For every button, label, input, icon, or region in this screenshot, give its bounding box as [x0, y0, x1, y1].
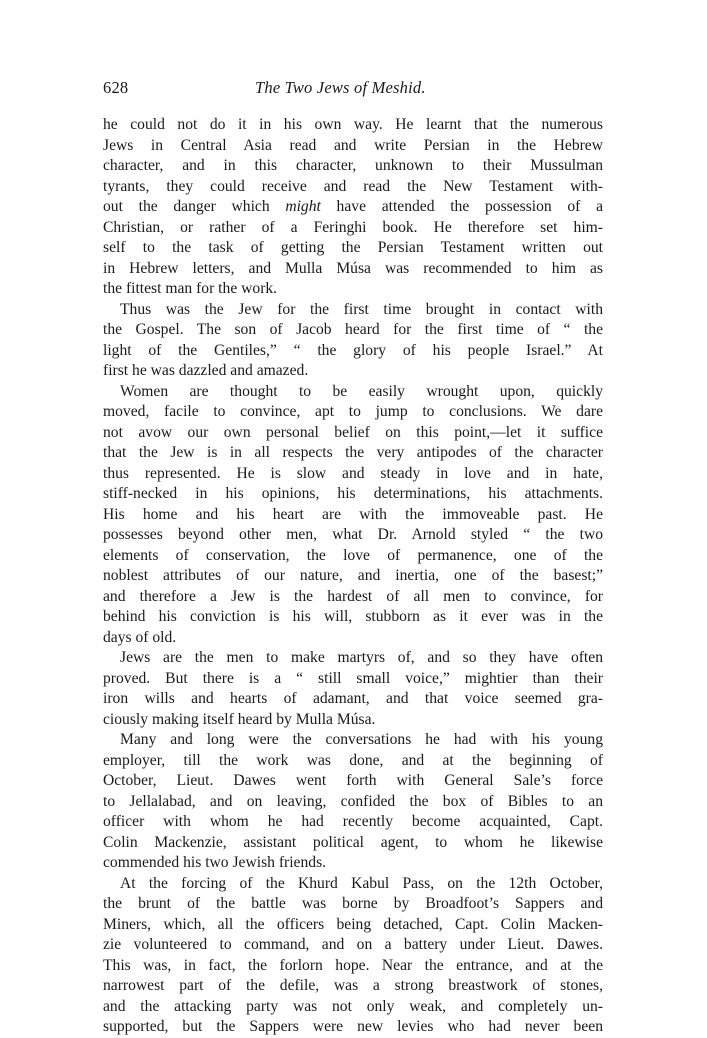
text-line: and the attacking party was not only weak, and completely un-	[103, 997, 603, 1015]
text-line: Miners, which, all the officers being detached, Capt. Colin Macken-	[103, 915, 603, 933]
text-line: ciously making itself heard by Mulla Músa.	[103, 710, 376, 728]
text-line: self to the task of getting the Persian Testament written out	[103, 239, 603, 256]
text-line: officer with whom he had recently become acquainted, Capt.	[103, 813, 603, 830]
running-head	[103, 78, 603, 102]
text-line: Jews in Central Asia read and write Persian in the Hebrew	[103, 136, 603, 154]
text-line: supported, but the Sappers were new levies who had never been	[103, 1018, 603, 1035]
text-line: to Jellalabad, and on leaving, confided the box of Bibles to an	[103, 792, 603, 810]
text-line: stiff-necked in his opinions, his determinations, his attachments.	[103, 485, 603, 502]
text-line: that the Jew is in all respects the very antipodes of the character	[103, 444, 603, 461]
text-line: first he was dazzled and amazed.	[103, 362, 309, 379]
text-line: Many and long were the conversations he had with his young	[120, 731, 603, 748]
body-text	[103, 115, 603, 1038]
text-line: the Gospel. The son of Jacob heard for the first time of “ the	[103, 321, 603, 338]
book-page	[103, 78, 603, 1038]
text-line: Thus was the Jew for the first time brought in contact with	[120, 300, 603, 318]
text-line: elements of conservation, the love of permanence, one of the	[103, 546, 603, 564]
text-line: he could not do it in his own way. He learnt that the numerous	[103, 116, 603, 133]
text-segment: out the danger which	[103, 198, 286, 215]
text-line: noblest attributes of our nature, and inertia, one of the basest;”	[103, 567, 603, 584]
text-segment: have attended the possession of a	[320, 198, 604, 215]
text-line: His home and his heart are with the immoveable past. He	[103, 505, 603, 523]
text-line: and therefore a Jew is the hardest of all men to convince, for	[103, 587, 603, 605]
text-line: October, Lieut. Dawes went forth with General Sale’s force	[103, 772, 603, 789]
text-line: in Hebrew letters, and Mulla Músa was recommended to him as	[103, 259, 603, 277]
text-line: light of the Gentiles,” “ the glory of his people Israel.” At	[103, 341, 603, 359]
running-title: The Two Jews of Meshid.	[255, 78, 426, 97]
text-line: proved. But there is a “ still small voice,” mightier than their	[103, 669, 603, 687]
text-line: iron wills and hearts of adamant, and that voice seemed gra-	[103, 690, 603, 707]
text-line: the fittest man for the work.	[103, 280, 278, 297]
text-line: Jews are the men to make martyrs of, and so they have often	[120, 649, 603, 666]
text-line: narrowest part of the defile, was a strong breastwork of stones,	[103, 977, 603, 994]
page-number: 628	[103, 78, 129, 97]
text-line: employer, till the work was done, and at the beginning of	[103, 751, 603, 769]
text-line	[103, 197, 603, 218]
text-line: Christian, or rather of a Feringhi book. He therefore set him-	[103, 218, 603, 236]
text-line: character, and in this character, unknown to their Mussulman	[103, 157, 603, 174]
text-line: thus represented. He is slow and steady in love and in hate,	[103, 464, 603, 482]
text-line: moved, facile to convince, apt to jump to conclusions. We dare	[103, 403, 603, 420]
text-line: commended his two Jewish friends.	[103, 854, 327, 871]
text-line: This was, in fact, the forlorn hope. Near the entrance, and at the	[103, 956, 603, 974]
text-line: possesses beyond other men, what Dr. Arnold styled “ the two	[103, 526, 603, 543]
text-line: the brunt of the battle was borne by Broadfoot’s Sappers and	[103, 895, 603, 912]
text-line: At the forcing of the Khurd Kabul Pass, on the 12th October,	[120, 874, 603, 892]
text-line: not avow our own personal belief on this point,—let it suffice	[103, 423, 603, 441]
text-line: Women are thought to be easily wrought upon, quickly	[120, 382, 603, 400]
text-line: zie volunteered to command, and on a battery under Lieut. Dawes.	[103, 936, 603, 953]
italic-word: might	[285, 198, 321, 215]
text-line: Colin Mackenzie, assistant political agent, to whom he likewise	[103, 833, 603, 851]
text-line: behind his conviction is his will, stubborn as it ever was in the	[103, 608, 603, 625]
text-line: days of old.	[103, 628, 177, 646]
text-line: tyrants, they could receive and read the New Testament with-	[103, 177, 603, 195]
